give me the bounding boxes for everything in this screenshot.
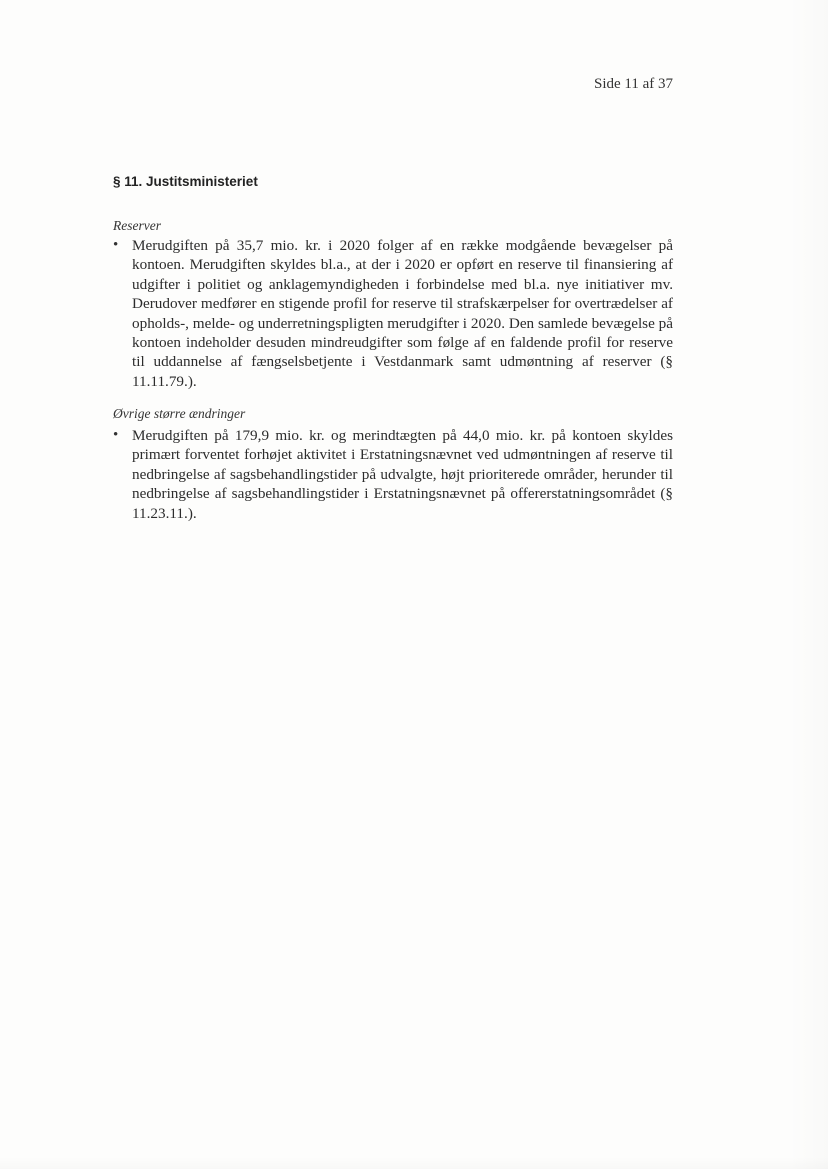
section-heading: § 11. Justitsministeriet (113, 174, 258, 189)
bullet-icon: • (113, 427, 119, 443)
page-number: Side 11 af 37 (594, 76, 674, 92)
subheading-reserver: Reserver (113, 218, 161, 233)
bullet-item-oevrige (113, 426, 673, 523)
bullet-item-reserver (113, 236, 673, 391)
bullet-text-oevrige: Merudgiften på 179,9 mio. kr. og merindtægten på 44,0 mio. kr. på kontoen skyldes primært forventet forhøjet aktivitet i Erstatningsnævnet ved udmøntningen af reserve til nedbringelse af sagsbehandlingstider på udvalgte, højt prioriterede områder, herunder til nedbringelse af sagsbehandlingstider i Erstatningsnævnet på offererstatningsområdet (§ 11.23.11.). (132, 427, 673, 522)
scan-edge-shadow (788, 0, 828, 1169)
subheading-oevrige-aendringer: Øvrige større ændringer (113, 406, 246, 421)
scan-bottom-shadow (0, 1157, 828, 1169)
bullet-text-reserver: Merudgiften på 35,7 mio. kr. i 2020 folger af en række modgående bevægelser på kontoen. Merudgiften skyldes bl.a., at der i 2020 er opført en reserve til finansiering af udgifter i politiet og anklagemyndigheden i forbindelse med bl.a. nye initiativer mv. Derudover medfører en stigende profil for reserve til strafskærpelser for overtrædelser af opholds-, melde- og underretningspligten merudgifter i 2020. Den samlede bevægelse på kontoen indeholder desuden mindreudgifter som følge af en faldende profil for reserve til uddannelse af fængselsbetjente i Vestdanmark samt udmøntning af reserver (§ 11.11.79.). (132, 237, 673, 390)
bullet-icon: • (113, 237, 119, 253)
